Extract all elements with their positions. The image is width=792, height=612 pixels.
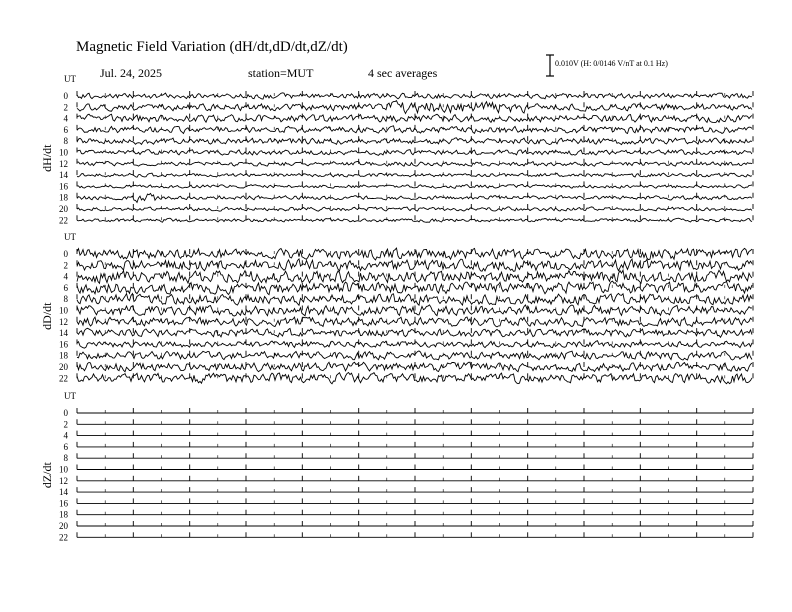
- time-axis-label: UT: [64, 391, 76, 401]
- trace-dH/dt-2: [77, 101, 752, 114]
- row-label-8: 8: [63, 294, 68, 305]
- panel-0: [40, 74, 753, 225]
- chart-title: Magnetic Field Variation (dH/dt,dD/dt,dZ/dt): [76, 39, 348, 55]
- row-label-18: 18: [59, 350, 68, 361]
- row-label-2: 2: [63, 419, 68, 430]
- trace-dH/dt-6: [77, 126, 752, 134]
- row-label-0: 0: [63, 249, 68, 259]
- trace-dH/dt-12: [77, 161, 752, 166]
- scale-bar: [546, 55, 554, 76]
- panel-2: [40, 391, 753, 542]
- row-label-16: 16: [59, 181, 68, 192]
- row-label-2: 2: [63, 102, 68, 113]
- row-label-14: 14: [59, 170, 68, 181]
- trace-dD/dt-4: [77, 270, 752, 283]
- row-label-12: 12: [59, 316, 68, 327]
- panel-1: [40, 232, 753, 384]
- row-label-10: 10: [59, 305, 68, 316]
- panel-ylabel: dD/dt: [40, 302, 54, 330]
- row-label-10: 10: [59, 464, 68, 475]
- trace-dD/dt-14: [77, 328, 752, 337]
- row-label-4: 4: [63, 430, 68, 441]
- scale-bar-label: 0.010V (H: 0/0146 V/nT at 0.1 Hz): [555, 59, 668, 68]
- trace-dH/dt-0: [77, 93, 752, 99]
- row-label-22: 22: [59, 373, 68, 384]
- trace-dD/dt-8: [77, 293, 752, 305]
- panel-ylabel: dH/dt: [40, 144, 54, 172]
- row-label-0: 0: [63, 91, 68, 101]
- time-axis-label: UT: [64, 74, 76, 84]
- row-label-18: 18: [59, 509, 68, 520]
- trace-dH/dt-14: [77, 173, 752, 177]
- row-label-0: 0: [63, 408, 68, 418]
- row-label-10: 10: [59, 147, 68, 158]
- station-label: station=MUT: [248, 66, 314, 80]
- trace-dD/dt-22: [77, 373, 752, 384]
- trace-dD/dt-2: [77, 259, 752, 271]
- row-label-4: 4: [63, 271, 68, 282]
- trace-dD/dt-0: [77, 248, 752, 260]
- row-label-14: 14: [59, 328, 68, 339]
- row-label-20: 20: [59, 362, 68, 372]
- averaging-label: 4 sec averages: [368, 66, 438, 80]
- trace-dH/dt-8: [77, 138, 752, 145]
- row-label-12: 12: [59, 158, 68, 169]
- row-label-4: 4: [63, 113, 68, 124]
- row-label-18: 18: [59, 192, 68, 203]
- trace-dH/dt-10: [77, 150, 752, 156]
- trace-dD/dt-6: [77, 281, 752, 295]
- time-axis-label: UT: [64, 232, 76, 242]
- trace-dH/dt-20: [77, 207, 752, 211]
- trace-dD/dt-18: [77, 351, 752, 360]
- trace-dH/dt-16: [77, 185, 752, 189]
- trace-dD/dt-16: [77, 341, 752, 348]
- trace-dD/dt-10: [77, 305, 752, 316]
- row-label-6: 6: [63, 441, 68, 452]
- row-label-16: 16: [59, 498, 68, 509]
- row-label-6: 6: [63, 282, 68, 293]
- row-label-12: 12: [59, 475, 68, 486]
- trace-dH/dt-4: [77, 114, 752, 122]
- row-label-6: 6: [63, 124, 68, 135]
- trace-dH/dt-18: [77, 193, 752, 202]
- row-label-16: 16: [59, 339, 68, 350]
- trace-dH/dt-22: [77, 218, 752, 222]
- row-label-2: 2: [63, 260, 68, 271]
- row-label-20: 20: [59, 204, 68, 214]
- row-label-14: 14: [59, 487, 68, 498]
- row-label-8: 8: [63, 453, 68, 464]
- date-label: Jul. 24, 2025: [100, 66, 163, 80]
- panel-ylabel: dZ/dt: [40, 462, 54, 489]
- row-label-22: 22: [59, 532, 68, 543]
- trace-dD/dt-20: [77, 362, 752, 372]
- row-label-8: 8: [63, 136, 68, 147]
- trace-dD/dt-12: [77, 317, 752, 327]
- row-label-20: 20: [59, 521, 68, 531]
- row-label-22: 22: [59, 215, 68, 226]
